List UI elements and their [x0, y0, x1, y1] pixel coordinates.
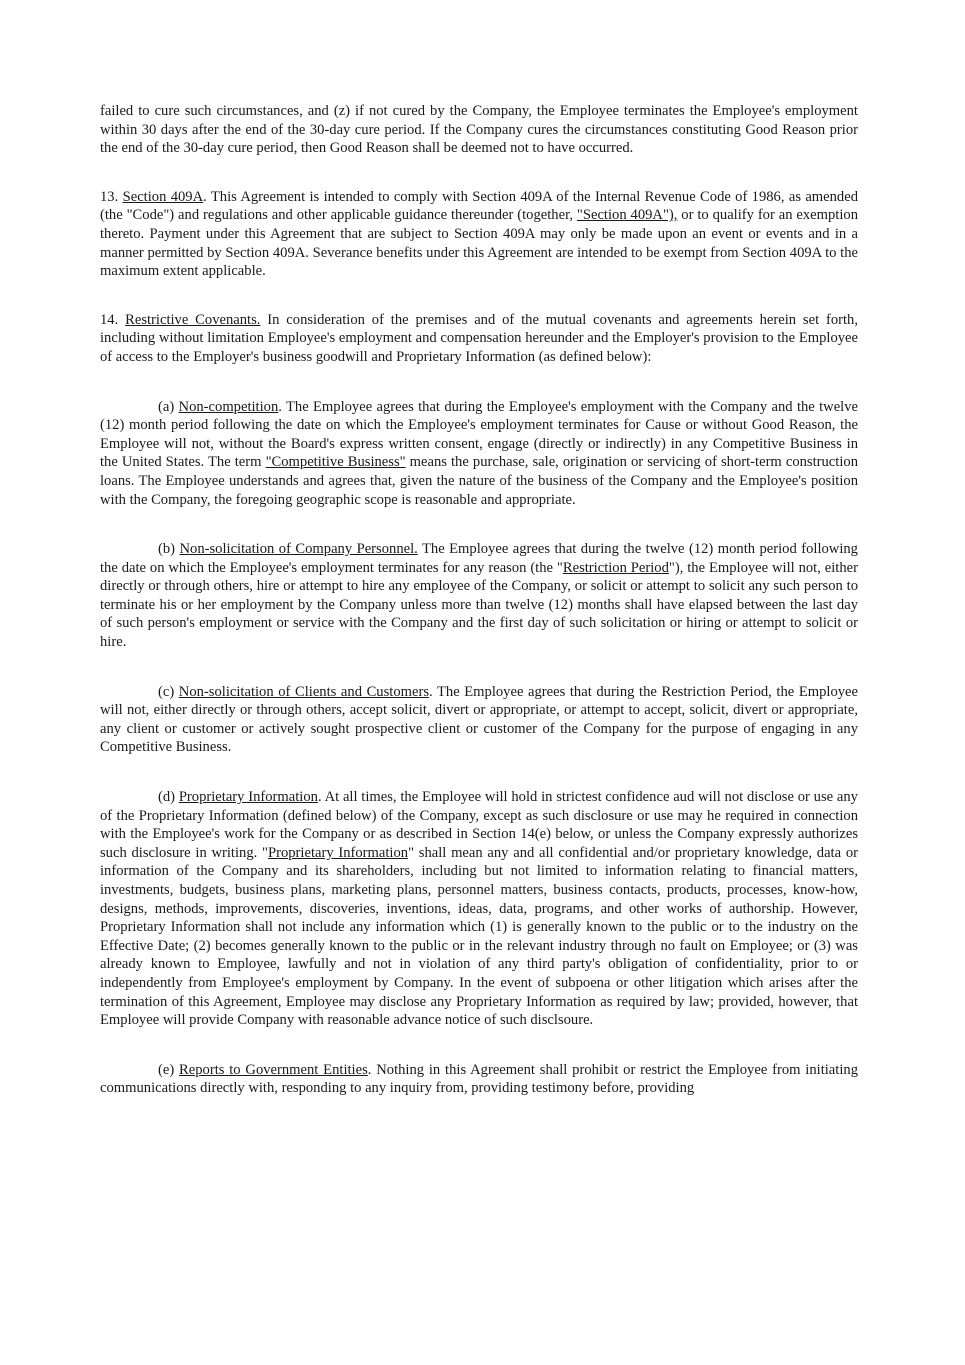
section-13-defined-term: "Section 409A"), [576, 207, 678, 224]
section-14d-text-1: . At all times, the Employee will hold in strictest confidence aud will not disclose or use any of the Proprietary Information (defined below) of the Company, except as such disclosure or use may he required in connection with the Employee's work for the Company or as described in Section 14(e) below, or unless the Company expressly authorizes such disclosure in writing. " [100, 789, 858, 861]
section-14-number: 14. [100, 311, 119, 328]
section-14c-label: (c) [158, 683, 175, 700]
section-14c-text: . The Employee agrees that during the Restriction Period, the Employee will not, either directly or through others, accept solicit, divert or appropriate, or attempt to accept, solicit, divert or appropriate, any client or customer or actively sought prospective client or customer of the Company for the purpose of engaging in any Competitive Business. [100, 683, 859, 756]
section-14a-label: (a) [158, 398, 175, 415]
section-13-number: 13. [100, 188, 119, 205]
section-13-paragraph [100, 188, 858, 281]
section-14b-label: (b) [158, 541, 176, 558]
section-14c-heading: Non-solicitation of Clients and Customers [178, 683, 430, 700]
section-14e-heading: Reports to Government Entities [179, 1061, 368, 1078]
section-14d-heading: Proprietary Information [178, 789, 318, 806]
section-14a-heading: Non-competition [178, 398, 279, 415]
section-14d-paragraph [100, 788, 858, 1030]
section-14d-text-2: " shall mean any and all confidential and/or proprietary knowledge, data or information of the Company and its shareholders, including but not limited to information relating to financial matters, investments, budgets, business plans, marketing plans, personnel matters, business contacts, products, processes, know-how, designs, methods, improvements, discoveries, inventions, ideas, data, programs, and other works of authorship. However, Proprietary Information shall not include any information which (1) is generally known to the public or to the industry on the Effective Date; (2) becomes generally known to the public or in the relevant industry through no fault on Employee; or (3) was already known to Employee, lawfully and not in violation of any third party's obligation of confidentiality, prior to or independently from Employee's employment by Company. In the event of subpoena or other litigation which arises after the termination of this Agreement, Employee may disclose any Proprietary Information as required by law; provided, however, that Employee will provide Company with reasonable advance notice of such disclsoure. [100, 844, 858, 1029]
document-page [100, 102, 858, 1098]
section-14-paragraph [100, 311, 858, 367]
section-14-heading: Restrictive Covenants. [125, 311, 261, 328]
section-14-text: In consideration of the premises and of the mutual covenants and agreements herein set forth, including without limitation Employee's employment and compensation hereunder and the Employer's provision to the Employee of access to the Employer's business goodwill and Proprietary Information (as defined below): [100, 311, 858, 365]
section-13-text-1: . This Agreement is intended to comply with Section 409A of the Internal Revenue Code of 1986, as amended (the "Code") and regulations and other applicable guidance thereunder (together, [100, 188, 859, 224]
section-14b-defined-term: Restriction Period [562, 559, 669, 576]
section-14e-label: (e) [158, 1061, 175, 1078]
section-14a-defined-term: "Competitive Business" [265, 454, 406, 471]
section-14a-text-2: means the purchase, sale, origination or servicing of short-term construction loans. The Employee understands and agrees that, given the nature of the business of the Company and the Employee's position with the Company, the foregoing geographic scope is reasonable and appropriate. [100, 454, 858, 508]
section-14e-paragraph [100, 1061, 858, 1098]
section-14d-label: (d) [158, 789, 176, 806]
section-14b-text-1: The Employee agrees that during the twelve (12) month period following the date on which the Employee's employment terminates for any reason (the " [100, 541, 858, 576]
section-14b-heading: Non-solicitation of Company Personnel. [179, 541, 418, 558]
section-14d-defined-term: Proprietary Information [267, 844, 409, 861]
section-13-heading: Section 409A [122, 188, 204, 205]
section-14b-paragraph [100, 540, 858, 652]
section-14e-text: . Nothing in this Agreement shall prohibit or restrict the Employee from initiating communications directly with, responding to any inquiry from, providing testimony before, providing [100, 1061, 858, 1097]
section-14a-paragraph [100, 398, 858, 510]
section-14c-paragraph [100, 683, 858, 757]
section-14b-text-2: "), the Employee will not, either directly or through others, hire or attempt to hire any employee of the Company, or solicit or attempt to solicit any such person to terminate his or her employment by the Company unless more than twelve (12) months shall have elapsed between the last day of such person's employment or service with the Company and the first day of such solicitation or hiring or attempt to solicit or hire. [100, 559, 858, 651]
section-13-text-2: or to qualify for an exemption thereto. Payment under this Agreement that are subject to Section 409A may only be made upon an event or events and in a manner permitted by Section 409A. Severance benefits under this Agreement are intended to be exempt from Section 409A to the maximum extent applicable. [100, 207, 858, 280]
section-14a-text-1: . The Employee agrees that during the Employee's employment with the Company and the twelve (12) month period following the date on which the Employee's employment terminates for Cause or without Good Reason, the Employee will not, without the Board's express written consent, engage (directly or indirectly) in any Competitive Business in the United States. The term [100, 398, 859, 471]
continuation-text: failed to cure such circumstances, and (z) if not cured by the Company, the Employee terminates the Employee's employment within 30 days after the end of the 30-day cure period. If the Company cures the circumstances constituting Good Reason prior the end of the 30-day cure period, then Good Reason shall be deemed not to have occurred. [100, 103, 858, 157]
continuation-paragraph [100, 102, 858, 158]
